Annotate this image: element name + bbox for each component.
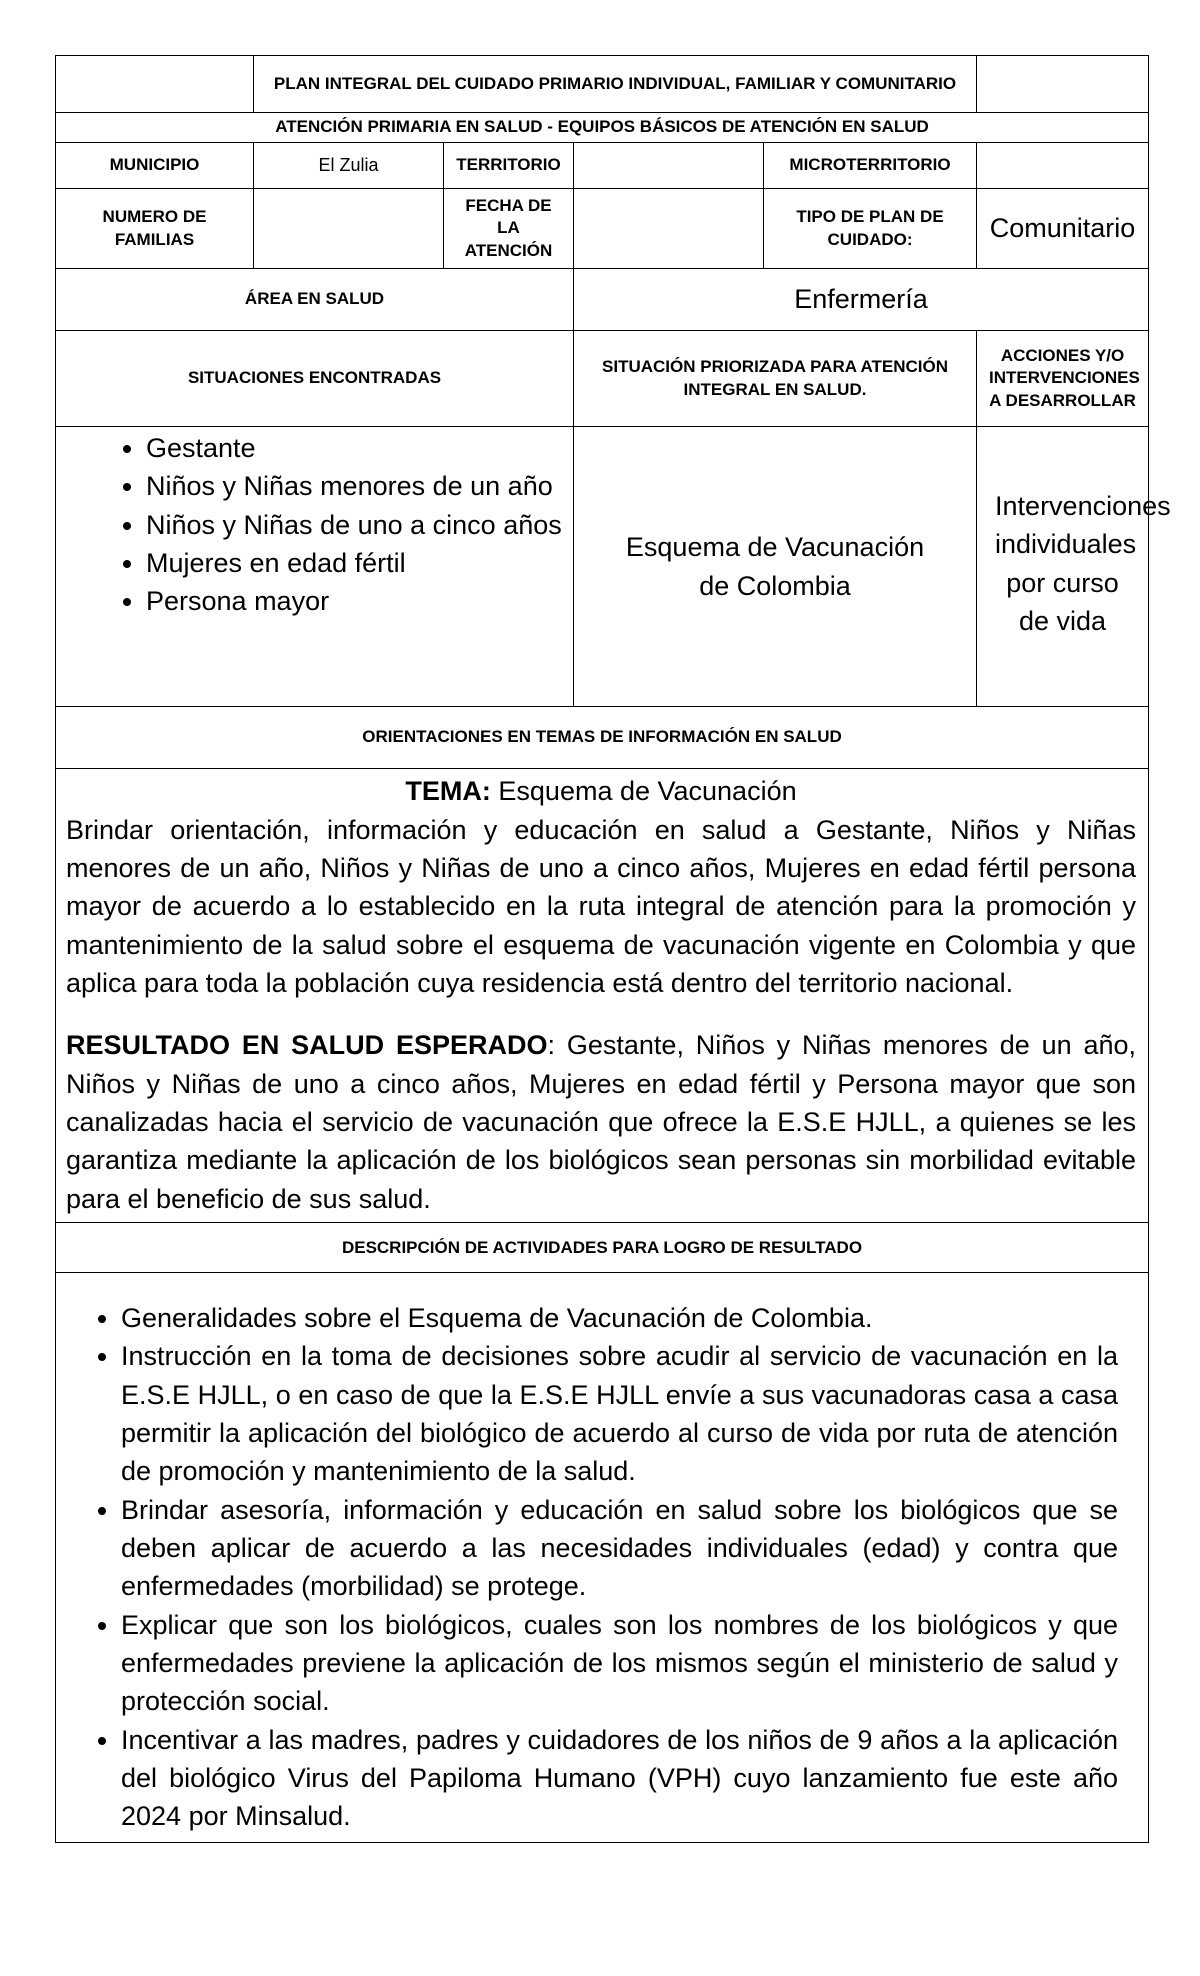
orientaciones-header: ORIENTACIONES EN TEMAS DE INFORMACIÓN EN SALUD [56,707,1149,769]
acciones-header: ACCIONES Y/O INTERVENCIONES A DESARROLLAR [977,331,1149,427]
municipio-label: MUNICIPIO [56,143,254,189]
title-row [56,56,1149,113]
area-value: Enfermería [574,269,1149,331]
fecha-value [574,189,764,269]
resultado-label: RESULTADO EN SALUD ESPERADO [66,1030,548,1061]
list-item: • Mujeres en edad fértil [146,544,563,582]
list-item: • Incentivar a las madres, padres y cuidadores de los niños de 9 años a la aplicación del biológico Virus del Papiloma Humano (VPH) cuyo lanzamiento fue este año 2024 por Minsalud. [121,1721,1118,1836]
plan-title: PLAN INTEGRAL DEL CUIDADO PRIMARIO INDIVIDUAL, FAMILIAR Y COMUNITARIO [254,56,977,113]
tema-line [66,773,1136,811]
tema-value: Esquema de Vacunación [490,776,797,806]
list-item: • Instrucción en la toma de decisiones sobre acudir al servicio de vacunación en la E.S.E HJLL, o en caso de que la E.S.E HJLL envíe a sus vacunadoras casa a casa permitir la aplicación del biológico de acuerdo al curso de vida por ruta de atención de promoción y mantenimiento de la salud. [121,1337,1118,1490]
territorio-value [574,143,764,189]
plan-subtitle: ATENCIÓN PRIMARIA EN SALUD - EQUIPOS BÁSICOS DE ATENCIÓN EN SALUD [56,113,1149,143]
orientacion-paragraph: Brindar orientación, información y educación en salud a Gestante, Niños y Niñas menores de un año, Niños y Niñas de uno a cinco años, Mujeres en edad fértil persona mayor de acuerdo a lo establecido en la ruta integral de atención para la promoción y mantenimiento de la salud sobre el esquema de vacunación vigente en Colombia y que aplica para toda la población cuya residencia está dentro del territorio nacional. [66,814,1137,999]
list-item: • Niños y Niñas menores de un año [146,467,563,505]
care-plan-table [55,55,1171,1843]
list-item: • Brindar asesoría, información y educación en salud sobre los biológicos que se deben aplicar de acuerdo a las necesidades individuales (edad) y contra que enfermedades (morbilidad) se protege. [121,1491,1118,1606]
list-item: • Explicar que son los biológicos, cuales son los nombres de los biológicos y que enfermedades previene la aplicación de los mismos según el ministerio de salud y protección social. [121,1606,1118,1721]
territorio-label: TERRITORIO [444,143,574,189]
familias-label: NUMERO DE FAMILIAS [56,189,254,269]
location-row [56,143,1149,189]
list-item: • Gestante [146,429,563,467]
fecha-label: FECHA DE LA ATENCIÓN [444,189,574,269]
resultado-text: : Gestante, Niños y Niñas menores de un año, Niños y Niñas de uno a cinco años, Mujeres en edad fértil y Persona mayor que son canalizadas hacia el servicio de vacunación que ofrece la E.S.E HJLL, a quienes se les garantiza mediante la aplicación de los biológicos sean personas sin morbilidad evitable para el beneficio de sus salud. [66,1030,1137,1214]
acciones-value: Intervenciones individuales por curso de vida [977,427,1149,707]
logo-cell-right [977,56,1149,113]
actividades-list [66,1299,1118,1836]
situaciones-cell [56,427,574,707]
area-row [56,269,1149,331]
orientaciones-content-row [56,769,1149,1223]
situaciones-header: SITUACIONES ENCONTRADAS [56,331,574,427]
families-row [56,189,1149,269]
municipio-value: El Zulia [254,143,444,189]
actividades-content-row [56,1273,1149,1843]
list-item: • Niños y Niñas de uno a cinco años [146,506,563,544]
situations-row [56,427,1149,707]
tema-label: TEMA: [405,776,491,806]
resultado-paragraph [66,1026,1136,1218]
columns-header-row [56,331,1149,427]
priorizada-value: Esquema de Vacunación de Colombia [574,427,977,707]
priorizada-header: SITUACIÓN PRIORIZADA PARA ATENCIÓN INTEGRAL EN SALUD. [574,331,977,427]
logo-cell-left [56,56,254,113]
actividades-header: DESCRIPCIÓN DE ACTIVIDADES PARA LOGRO DE RESULTADO [56,1223,1149,1273]
actividades-content [56,1273,1149,1843]
familias-value [254,189,444,269]
list-item: • Generalidades sobre el Esquema de Vacunación de Colombia. [121,1299,1118,1337]
actividades-header-row [56,1223,1149,1273]
orientaciones-header-row [56,707,1149,769]
microterritorio-value [977,143,1149,189]
orientaciones-content [56,769,1149,1223]
list-item: • Persona mayor [146,582,563,620]
tipo-plan-value: Comunitario [977,189,1149,269]
tipo-plan-label: TIPO DE PLAN DE CUIDADO: [764,189,977,269]
subtitle-row [56,113,1149,143]
area-label: ÁREA EN SALUD [56,269,574,331]
situaciones-list [66,429,563,621]
microterritorio-label: MICROTERRITORIO [764,143,977,189]
